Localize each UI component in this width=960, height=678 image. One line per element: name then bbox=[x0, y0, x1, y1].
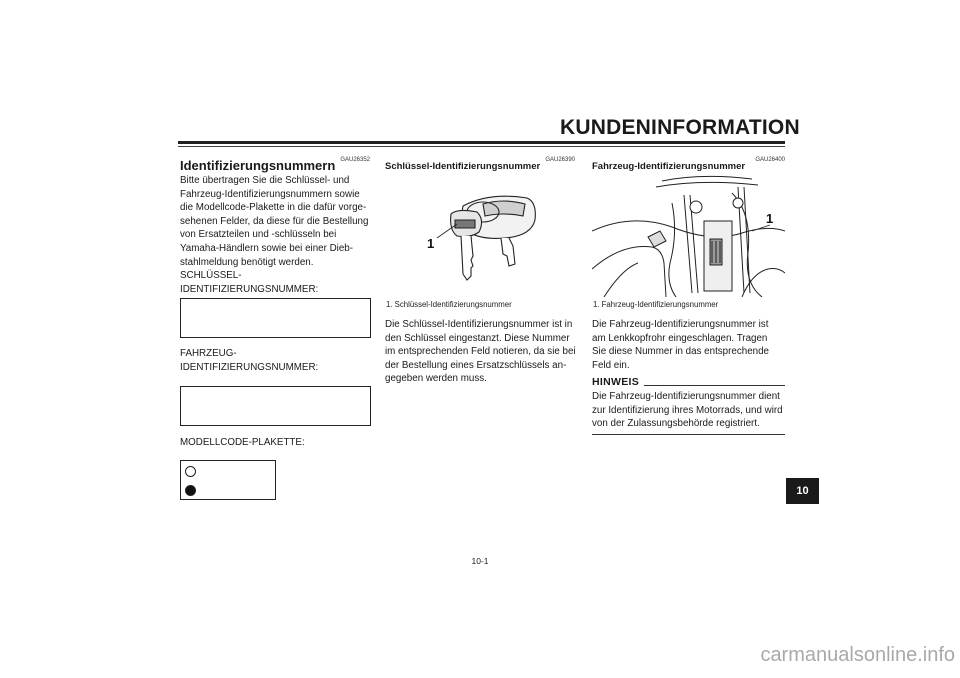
section-heading-key-id: Schlüssel-Identifizierungsnummer bbox=[385, 161, 541, 172]
filled-circle-icon bbox=[185, 485, 196, 496]
text-line: FAHRZEUG- bbox=[180, 348, 237, 359]
key-illustration bbox=[385, 176, 575, 294]
note-rule-top bbox=[644, 385, 785, 386]
key-id-label: IDENTIFIZIERUNGSNUMMER: bbox=[180, 283, 319, 295]
key-figure-caption: 1. Schlüssel-Identifizierungsnummer bbox=[386, 300, 512, 309]
text-line: im entsprechenden Feld notieren, da sie bei bbox=[385, 346, 576, 358]
text-line: den Schlüssel eingestanzt. Diese Nummer bbox=[385, 332, 570, 344]
key-id-entry-box[interactable] bbox=[180, 298, 371, 338]
text-line: am Lenkkopfrohr eingeschlagen. Tragen bbox=[592, 332, 768, 344]
text-line: von der Zulassungsbehörde registriert. bbox=[592, 418, 760, 430]
text-line: zur Identifizierung ihres Motorrads, und wird bbox=[592, 404, 783, 416]
page-number: 10-1 bbox=[471, 556, 489, 566]
key-id-paragraph bbox=[385, 318, 580, 386]
vehicle-id-paragraph bbox=[592, 318, 787, 372]
text-line: Sie diese Nummer in das entsprechende bbox=[592, 346, 769, 358]
text-line: von Ersatzteilen und -schlüsseln bei bbox=[180, 229, 337, 241]
text-line: Bitte übertragen Sie die Schlüssel- und bbox=[180, 175, 350, 186]
model-code-label: MODELLCODE-PLAKETTE: bbox=[180, 437, 305, 448]
section-heading-vehicle-id: Fahrzeug-Identifizierungsnummer bbox=[592, 161, 746, 172]
text-line: stahlmeldung benötigt werden. bbox=[180, 256, 314, 268]
header-rule-thick bbox=[178, 141, 785, 144]
watermark: carmanualsonline.info bbox=[760, 644, 955, 666]
text-line: Die Fahrzeug-Identifizierungsnummer ist bbox=[592, 319, 769, 330]
vehicle-id-entry-box[interactable] bbox=[180, 386, 371, 426]
vehicle-figure-caption: 1. Fahrzeug-Identifizierungsnummer bbox=[593, 300, 719, 309]
frame-illustration bbox=[592, 173, 785, 297]
text-line: sehenen Felder, da diese für die Bestellung bbox=[180, 215, 369, 227]
key-id-label: SCHLÜSSEL- bbox=[180, 270, 242, 282]
open-circle-icon bbox=[185, 466, 196, 477]
text-line: gegeben werden muss. bbox=[385, 373, 487, 385]
section-code-3: GAU26400 bbox=[755, 157, 785, 163]
model-code-plate-box[interactable] bbox=[180, 460, 276, 500]
text-line: Die Fahrzeug-Identifizierungsnummer dient bbox=[592, 391, 780, 402]
text-line: Yamaha-Händlern sowie bei einer Dieb- bbox=[180, 242, 353, 254]
text-line: Fahrzeug-Identifizierungsnummern sowie bbox=[180, 188, 360, 200]
header-rule-thin bbox=[178, 146, 785, 147]
text-line: Die Schlüssel-Identifizierungsnummer ist in bbox=[385, 319, 573, 330]
section-heading-identification-numbers: Identifizierungsnummern bbox=[180, 158, 336, 173]
intro-paragraph bbox=[180, 174, 375, 296]
text-line: IDENTIFIZIERUNGSNUMMER: bbox=[180, 361, 319, 373]
note-heading: HINWEIS bbox=[592, 376, 640, 388]
page-title: KUNDENINFORMATION bbox=[560, 116, 800, 139]
text-line: die Modellcode-Plakette in die dafür vorge- bbox=[180, 202, 367, 214]
vehicle-id-label bbox=[180, 347, 375, 374]
section-code-1: GAU26352 bbox=[340, 157, 370, 163]
chapter-tab: 10 bbox=[786, 478, 819, 504]
note-rule-bottom bbox=[592, 434, 785, 435]
section-code-2: GAU26390 bbox=[545, 157, 575, 163]
note-paragraph bbox=[592, 390, 788, 431]
text-line: Feld ein. bbox=[592, 359, 630, 371]
callout-number: 1 bbox=[766, 211, 774, 226]
text-line: der Bestellung eines Ersatzschlüssels an- bbox=[385, 359, 567, 371]
callout-number: 1 bbox=[427, 236, 435, 251]
